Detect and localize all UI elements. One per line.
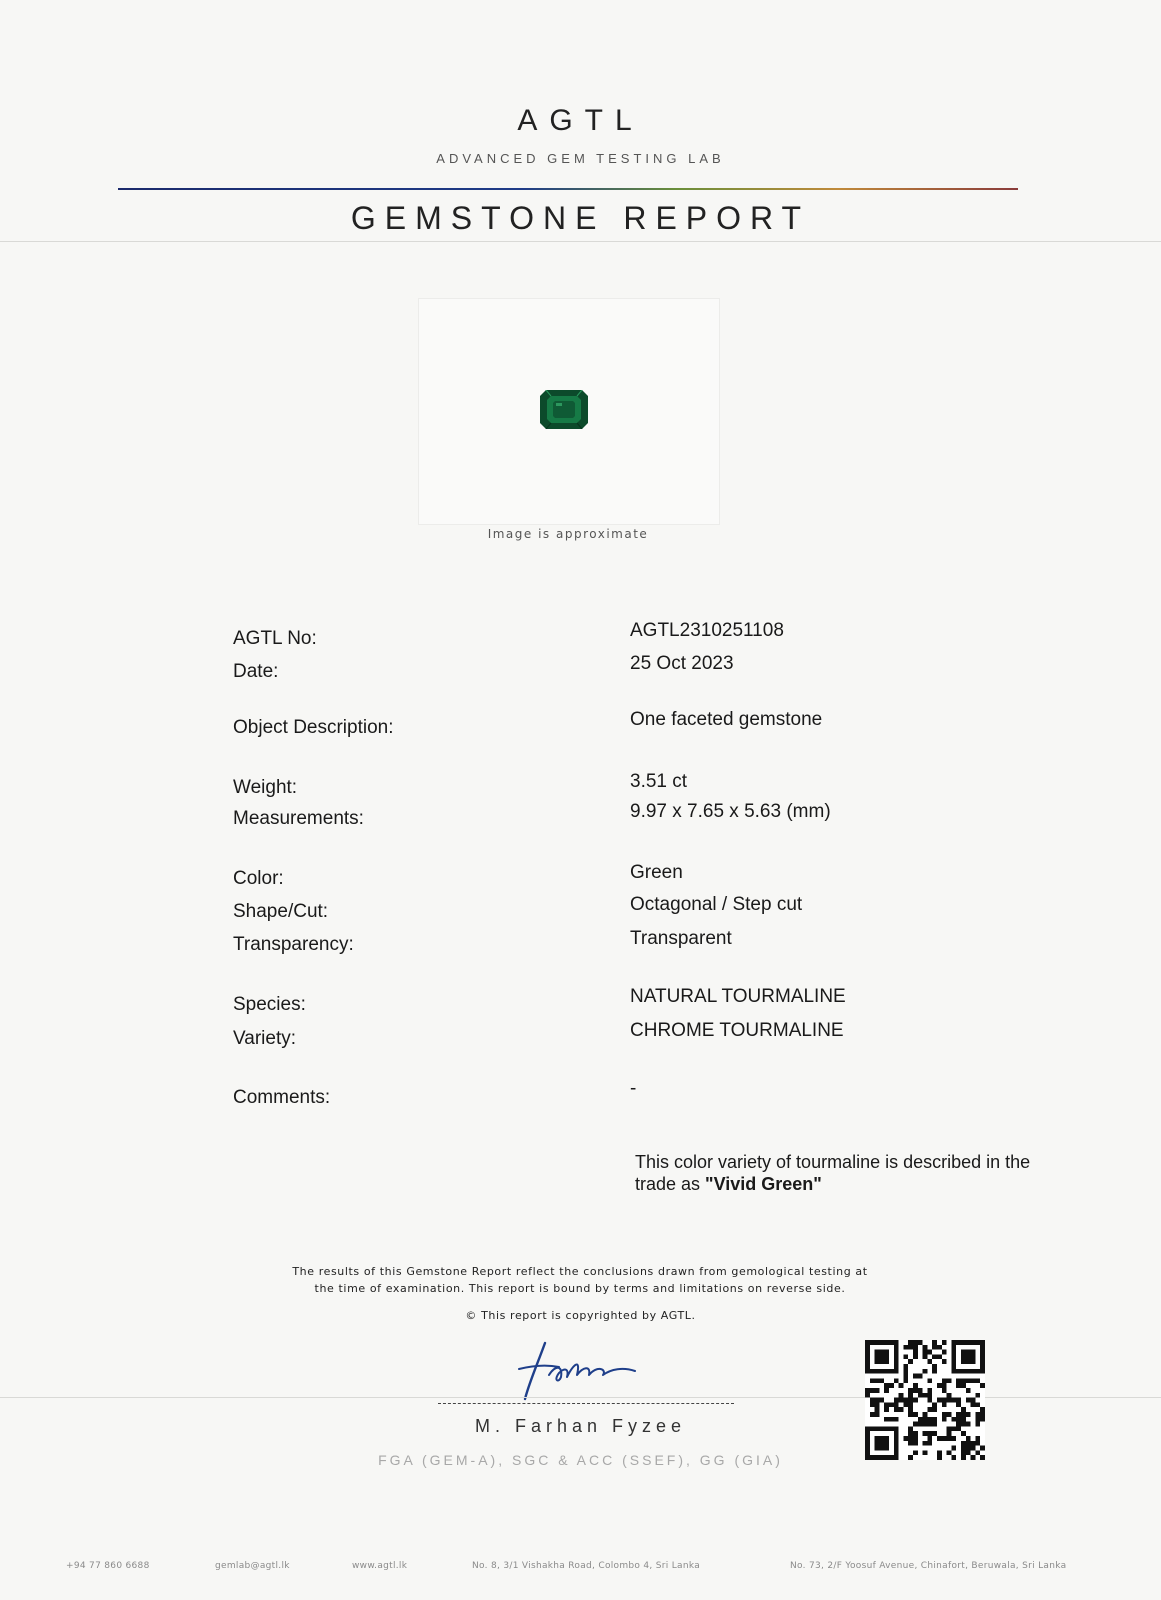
signer-credentials: FGA (GEM-A), SGC & ACC (SSEF), GG (GIA) [378,1452,783,1468]
measurements-value: 9.97 x 7.65 x 5.63 (mm) [630,801,831,822]
object-description-label: Object Description: [233,717,394,738]
comment-note-highlight: "Vivid Green" [705,1174,822,1194]
species-label: Species: [233,994,306,1015]
transparency-value: Transparent [630,928,732,949]
object-description-value: One faceted gemstone [630,709,823,730]
comments-value: - [630,1078,637,1099]
date-value: 25 Oct 2023 [630,653,734,674]
weight-value: 3.51 ct [630,771,688,792]
signature-image [515,1335,655,1405]
color-value: Green [630,862,683,883]
photo-caption: Image is approximate [487,527,649,541]
comments-label: Comments: [233,1087,331,1108]
footer-phone: +94 77 860 6688 [66,1561,150,1571]
variety-label: Variety: [233,1028,297,1049]
scan-fold-line-lower [0,1397,1161,1398]
shape-cut-value: Octagonal / Step cut [630,894,803,915]
report-disclaimer [230,1263,930,1297]
comment-note [635,1151,1035,1195]
report-title: GEMSTONE REPORT [350,200,811,236]
measurements-label: Measurements: [233,808,364,829]
footer-website: www.agtl.lk [352,1561,408,1571]
scan-fold-line [0,241,1161,242]
date-label: Date: [233,661,279,682]
variety-value: CHROME TOURMALINE [630,1020,844,1041]
shape-cut-label: Shape/Cut: [233,901,329,922]
agtl-no-value: AGTL2310251108 [630,620,784,641]
header-divider [118,188,1018,190]
footer-address-colombo: No. 8, 3/1 Vishakha Road, Colombo 4, Sri Lanka [472,1561,701,1571]
qr-code [865,1340,985,1460]
footer-address-beruwala: No. 73, 2/F Yoosuf Avenue, Chinafort, Beruwala, Sri Lanka [790,1561,1067,1571]
copyright-notice: © This report is copyrighted by AGTL. [465,1309,696,1322]
gemstone-image [540,390,588,429]
species-value: NATURAL TOURMALINE [630,986,846,1007]
agtl-no-label: AGTL No: [233,628,317,649]
disclaimer-line-1: The results of this Gemstone Report reflect the conclusions drawn from gemological testing at [292,1265,868,1278]
disclaimer-line-2: the time of examination. This report is bound by terms and limitations on reverse side. [314,1282,846,1295]
weight-label: Weight: [233,777,298,798]
signer-name: M. Farhan Fyzee [474,1416,687,1436]
lab-full-name: ADVANCED GEM TESTING LAB [436,151,725,166]
signature-line [438,1403,734,1404]
comment-note-text: This color variety of tourmaline is described in the trade as [635,1152,1031,1194]
color-label: Color: [233,868,284,889]
lab-logo-text: AGTL [517,104,644,137]
footer-email: gemlab@agtl.lk [215,1561,290,1571]
transparency-label: Transparency: [233,934,354,955]
